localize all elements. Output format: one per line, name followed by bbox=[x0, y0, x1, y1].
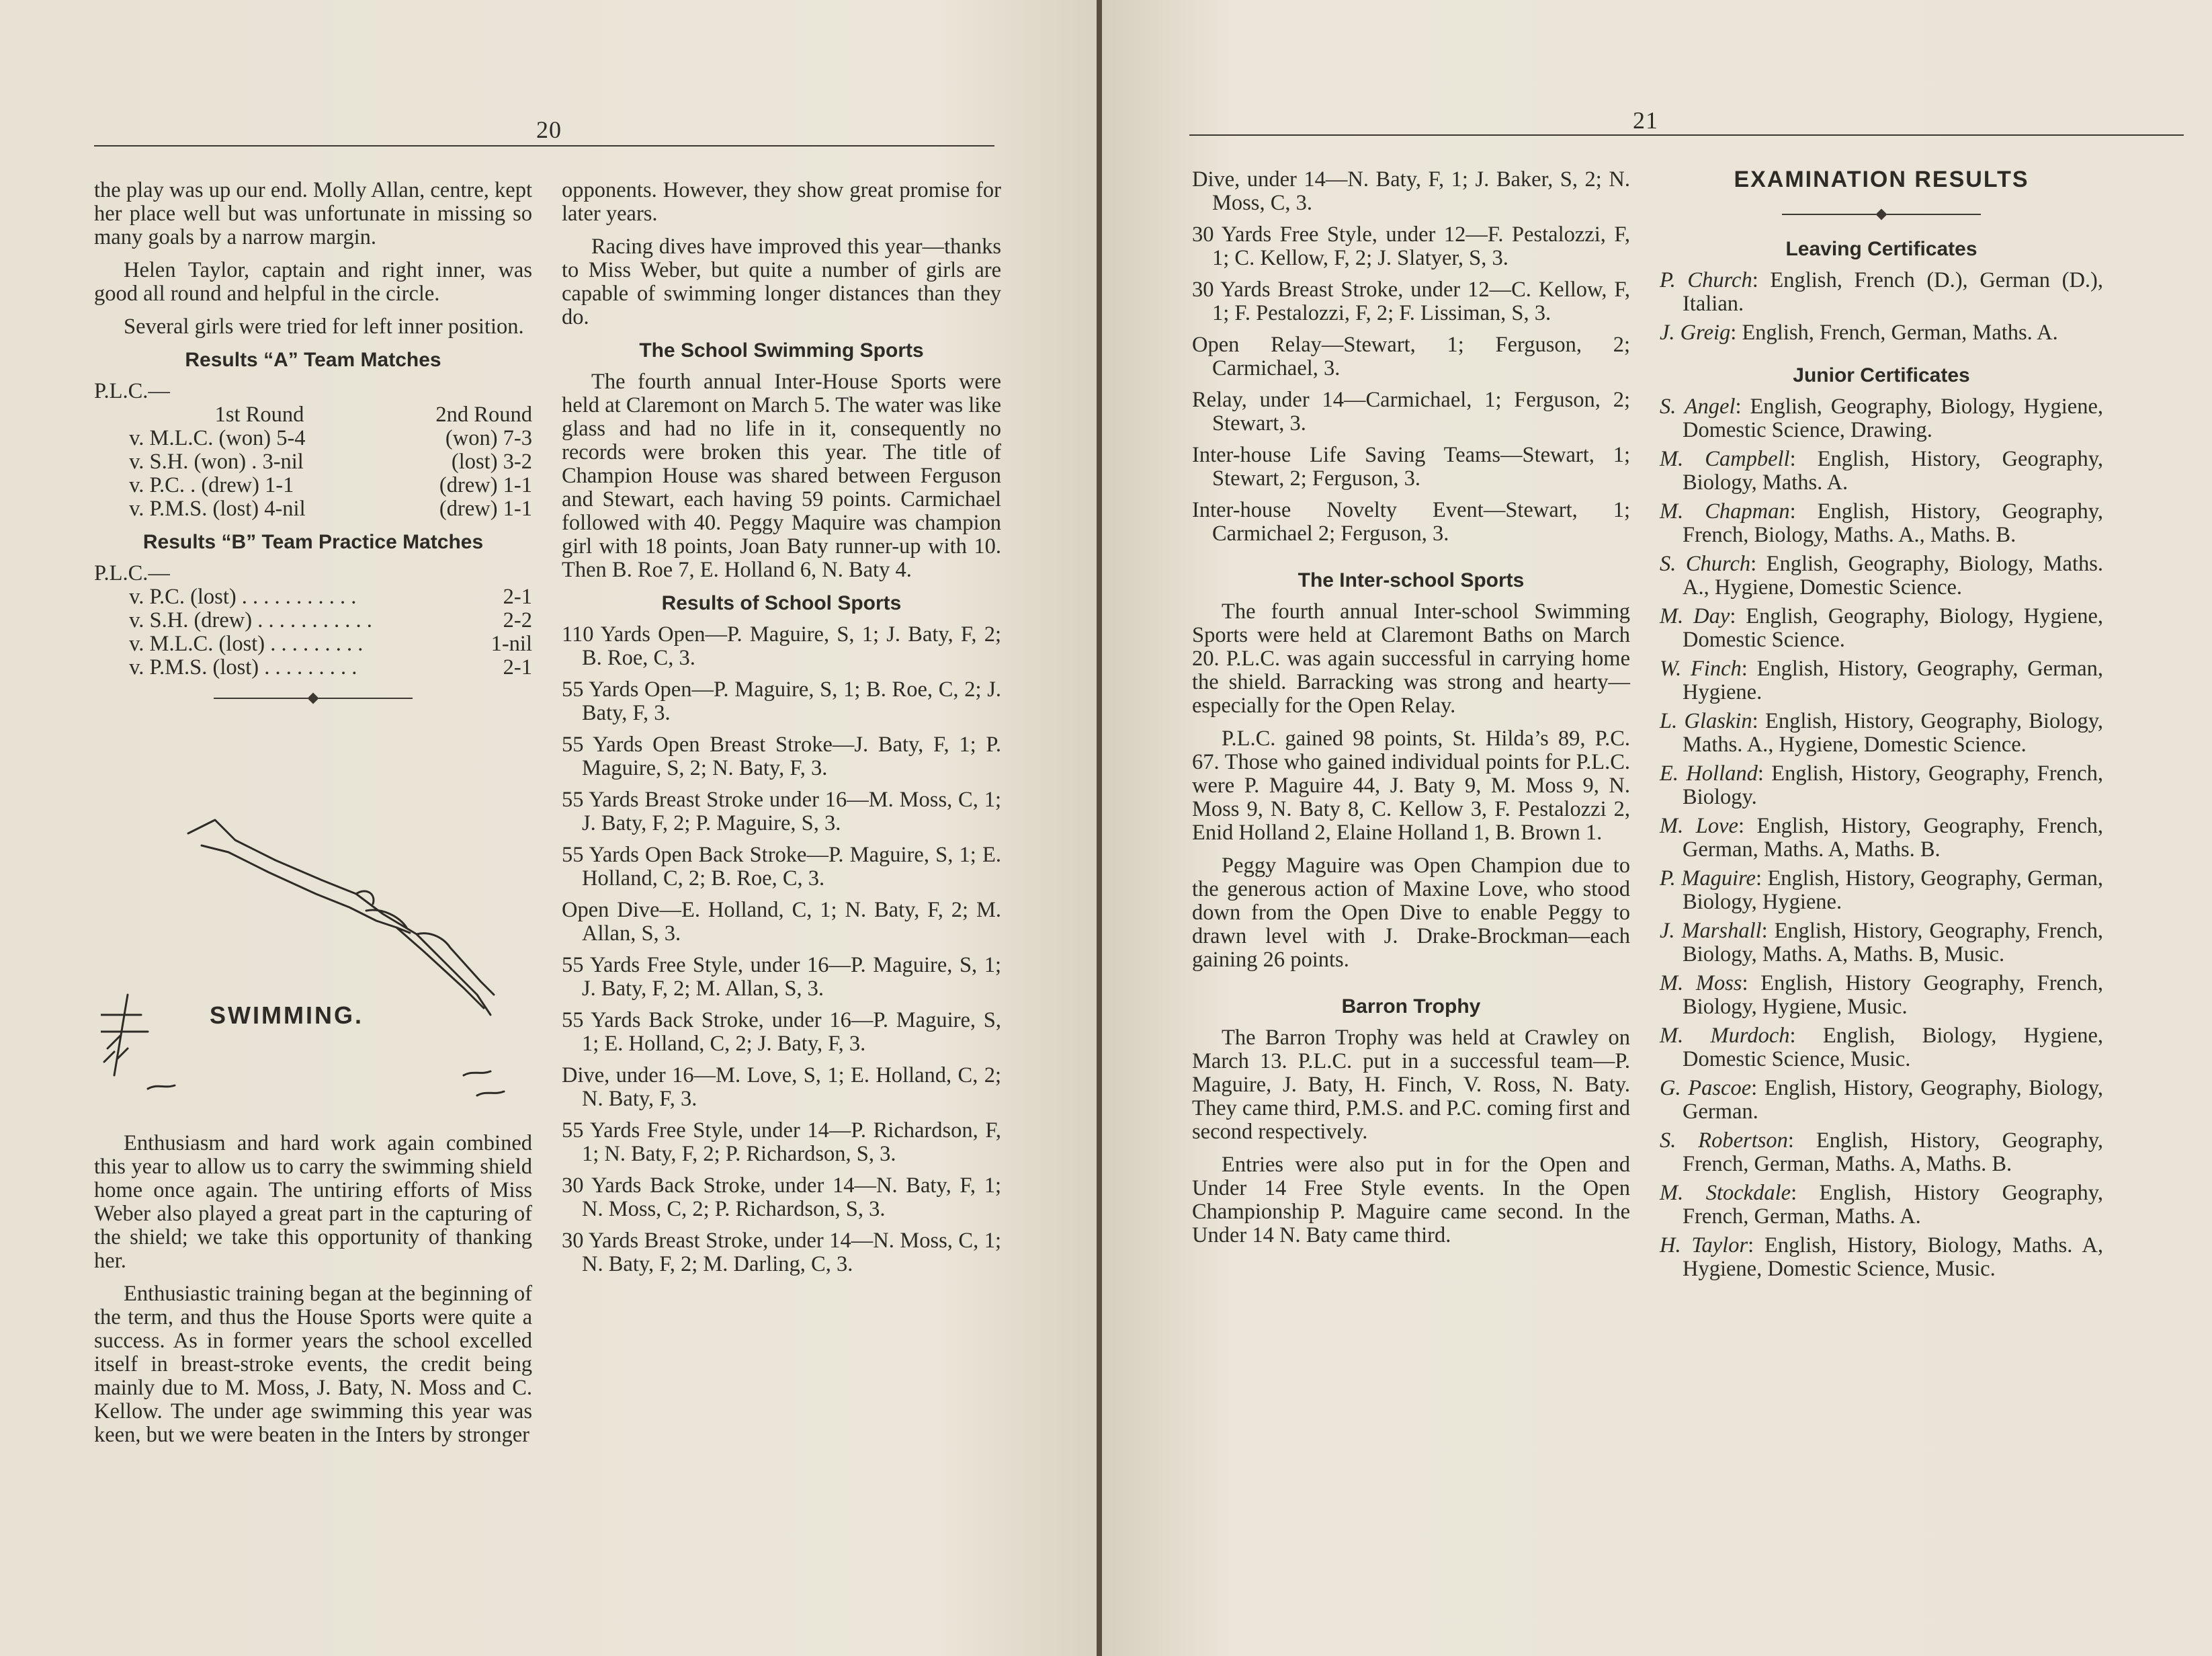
paragraph: P.L.C. gained 98 points, St. Hilda’s 89, P.C. 67. Those who gained individual points for P.L.C. were P. Maguire 44, J. Baty 9, M. Moss 9, N. Moss 9, N. Baty 8, C. Kellow 3, F. Pestalozzi 2, Enid Holland 2, Elaine Holland 1, B. Brown 1. bbox=[1192, 727, 1630, 845]
paragraph: Helen Taylor, captain and right inner, was good all round and helpful in the circle. bbox=[94, 258, 532, 306]
team-label: P.L.C.— bbox=[94, 561, 170, 585]
list-item: J. Greig: English, French, German, Maths. A. bbox=[1660, 321, 2058, 345]
section-heading: Junior Certificates bbox=[1793, 364, 1970, 386]
results-a-table bbox=[129, 403, 532, 521]
paragraph: Entries were also put in for the Open and Under 14 Free Style events. In the Open Championship P. Maguire came second. In the Under 14 N. Baty came third. bbox=[1192, 1153, 1630, 1247]
paragraph: the play was up our end. Molly Allan, centre, kept her place well but was unfortunate in missing so many goals by a narrow margin. bbox=[94, 178, 532, 249]
result-cell: (lost) 3-2 bbox=[451, 450, 532, 474]
left-column-1-lower bbox=[94, 1132, 532, 1456]
left-column-1 bbox=[94, 179, 532, 714]
table-row bbox=[129, 632, 532, 656]
list-item: M. Stockdale: English, History Geography, French, German, Maths. A. bbox=[1660, 1181, 2103, 1229]
paragraph: Enthusiasm and hard work again combined this year to allow us to carry the swimming shield home once again. The untiring efforts of Miss Weber also played a great part in the capturing of the shield; we take this opportunity of thanking her. bbox=[94, 1131, 532, 1273]
table-row bbox=[129, 585, 532, 609]
match-cell: v. S.H. (won) . 3-nil bbox=[129, 450, 304, 474]
header-rule bbox=[1189, 134, 2184, 136]
list-item: 55 Yards Breast Stroke under 16—M. Moss, C, 1; J. Baty, F, 2; P. Maguire, S, 3. bbox=[562, 788, 1001, 835]
list-item: 30 Yards Breast Stroke, under 14—N. Moss, C, 1; N. Baty, F, 2; M. Darling, C, 3. bbox=[562, 1229, 1001, 1276]
list-item: Inter-house Novelty Event—Stewart, 1; Carmichael 2; Ferguson, 3. bbox=[1192, 498, 1630, 546]
list-item: 30 Yards Free Style, under 12—F. Pestalozzi, F, 1; C. Kellow, F, 2; J. Slatyer, S, 3. bbox=[1192, 222, 1630, 270]
list-item: 55 Yards Free Style, under 14—P. Richardson, F, 1; N. Baty, F, 2; P. Richardson, S, 3. bbox=[562, 1118, 1001, 1166]
right-column-2 bbox=[1660, 168, 2103, 1286]
list-item: S. Church: English, Geography, Biology, Maths. A., Hygiene, Domestic Science. bbox=[1660, 552, 2104, 599]
list-item: E. Holland: English, History, Geography, French, Biology. bbox=[1660, 761, 2103, 809]
list-item: 55 Yards Open Breast Stroke—J. Baty, F, 1; P. Maguire, S, 2; N. Baty, F, 3. bbox=[562, 733, 1001, 780]
section-heading: Results “A” Team Matches bbox=[185, 349, 441, 371]
table-row bbox=[129, 656, 532, 679]
paragraph: opponents. However, they show great promise for later years. bbox=[562, 178, 1001, 226]
result-cell: (won) 7-3 bbox=[445, 426, 532, 450]
paragraph: The fourth annual Inter-House Sports were held at Claremont on March 5. The water was like glass and had no life in it, consequently no records were broken this year. The title of Champion House was shared between Ferguson and Stewart, each having 59 points. Carmichael followed with 40. Peggy Maquire was champion girl with 18 points, Joan Baty runner-up with 10. Then B. Roe 7, E. Holland 6, N. Baty 4. bbox=[562, 370, 1001, 582]
list-item: P. Maguire: English, History, Geography, German, Biology, Hygiene. bbox=[1660, 866, 2103, 914]
list-item: 30 Yards Back Stroke, under 14—N. Baty, F, 1; N. Moss, C, 2; P. Richardson, S, 3. bbox=[562, 1173, 1001, 1221]
table-row bbox=[129, 450, 532, 474]
round-header: 1st Round bbox=[214, 403, 304, 427]
list-item: Open Relay—Stewart, 1; Ferguson, 2; Carmichael, 3. bbox=[1192, 333, 1630, 380]
ornament-divider bbox=[1660, 210, 2103, 218]
table-row bbox=[129, 474, 532, 497]
list-item: Inter-house Life Saving Teams—Stewart, 1; Stewart, 2; Ferguson, 3. bbox=[1192, 443, 1630, 491]
list-item: M. Chapman: English, History, Geography, French, Biology, Maths. A., Maths. B. bbox=[1660, 499, 2103, 547]
table-row bbox=[129, 609, 532, 632]
page-number: 21 bbox=[1633, 107, 1658, 134]
list-item: M. Campbell: English, History, Geography, Biology, Maths. A. bbox=[1660, 447, 2103, 495]
list-item: 55 Yards Open Back Stroke—P. Maguire, S, 1; E. Holland, C, 2; B. Roe, C, 3. bbox=[562, 843, 1001, 891]
header-rule bbox=[94, 145, 994, 147]
section-heading: Leaving Certificates bbox=[1785, 238, 1977, 260]
list-item: 55 Yards Back Stroke, under 16—P. Maguire, S, 1; E. Holland, C, 2; J. Baty, F, 3. bbox=[562, 1008, 1001, 1056]
list-item: Open Dive—E. Holland, C, 1; N. Baty, F, 2; M. Allan, S, 3. bbox=[562, 898, 1001, 946]
result-cell: (drew) 1-1 bbox=[439, 473, 532, 497]
list-item: H. Taylor: English, History, Biology, Maths. A, Hygiene, Domestic Science, Music. bbox=[1660, 1233, 2103, 1281]
section-heading: The Inter-school Sports bbox=[1298, 569, 1525, 591]
result-cell: 1-nil bbox=[491, 632, 532, 656]
list-item: J. Marshall: English, History, Geography, French, Biology, Maths. A, Maths. B, Music. bbox=[1660, 919, 2103, 966]
right-page bbox=[1102, 0, 2212, 1656]
section-heading: Results “B” Team Practice Matches bbox=[142, 531, 484, 553]
left-page bbox=[0, 0, 1099, 1656]
section-heading: Results of School Sports bbox=[661, 592, 902, 614]
list-item: M. Day: English, Geography, Biology, Hygiene, Domestic Science. bbox=[1660, 604, 2103, 652]
table-row bbox=[129, 497, 532, 521]
paragraph: Peggy Maguire was Open Champion due to the generous action of Maxine Love, who stood down from the Open Dive to enable Peggy to drawn level with J. Drake-Brockman—each gaining 26 points. bbox=[1192, 854, 1630, 972]
paragraph: The fourth annual Inter-school Swimming Sports were held at Claremont Baths on March 20. P.L.C. was again successful in carrying home the shield. Barracking was strong and hearty—especially for the Open Relay. bbox=[1192, 599, 1630, 718]
page-number: 20 bbox=[536, 116, 562, 143]
list-item: M. Moss: English, History Geography, French, Biology, Hygiene, Music. bbox=[1660, 971, 2103, 1019]
match-cell: v. P.C. . (drew) 1-1 bbox=[129, 473, 294, 497]
match-cell: v. P.M.S. (lost) . . . . . . . . . bbox=[129, 655, 357, 679]
list-item: 55 Yards Free Style, under 16—P. Maguire, S, 1; J. Baty, F, 2; M. Allan, S, 3. bbox=[562, 953, 1001, 1001]
list-item: L. Glaskin: English, History, Geography, Biology, Maths. A., Hygiene, Domestic Science. bbox=[1660, 709, 2103, 757]
left-column-2 bbox=[562, 179, 1001, 1284]
match-cell: v. M.L.C. (lost) . . . . . . . . . bbox=[129, 632, 364, 656]
paragraph: The Barron Trophy was held at Crawley on March 13. P.L.C. put in a successful team—P. Maguire, J. Baty, H. Finch, V. Ross, N. Baty. They came third, P.M.S. and P.C. coming first and second respectively. bbox=[1192, 1026, 1630, 1144]
section-heading: The School Swimming Sports bbox=[639, 339, 924, 362]
match-cell: v. S.H. (drew) . . . . . . . . . . . bbox=[129, 608, 372, 632]
list-item: M. Murdoch: English, Biology, Hygiene, Domestic Science, Music. bbox=[1660, 1024, 2103, 1071]
list-item: S. Robertson: English, History, Geography, French, German, Maths. A, Maths. B. bbox=[1660, 1128, 2103, 1176]
page-title: EXAMINATION RESULTS bbox=[1734, 167, 2029, 192]
list-item: G. Pascoe: English, History, Geography, Biology, German. bbox=[1660, 1076, 2104, 1124]
swimming-label: SWIMMING. bbox=[210, 1001, 364, 1029]
result-cell: 2-1 bbox=[503, 655, 532, 679]
result-cell: (drew) 1-1 bbox=[439, 497, 532, 521]
list-item: Dive, under 16—M. Love, S, 1; E. Holland, C, 2; N. Baty, F, 3. bbox=[562, 1063, 1001, 1111]
table-row bbox=[129, 427, 532, 450]
round-header: 2nd Round bbox=[435, 403, 532, 427]
ornament-divider bbox=[94, 694, 532, 702]
result-cell: 2-2 bbox=[503, 608, 532, 632]
list-item: 55 Yards Open—P. Maguire, S, 1; B. Roe, C, 2; J. Baty, F, 3. bbox=[562, 677, 1001, 725]
list-item: W. Finch: English, History, Geography, German, Hygiene. bbox=[1660, 657, 2103, 704]
list-item: Dive, under 14—N. Baty, F, 1; J. Baker, S, 2; N. Moss, C, 3. bbox=[1192, 167, 1630, 215]
list-item: S. Angel: English, Geography, Biology, Hygiene, Domestic Science, Drawing. bbox=[1660, 395, 2103, 442]
right-column-1 bbox=[1192, 168, 1630, 1257]
list-item: P. Church: English, French (D.), German (D.), Italian. bbox=[1660, 268, 2103, 316]
book-gutter bbox=[1097, 0, 1102, 1656]
match-cell: v. P.M.S. (lost) 4-nil bbox=[129, 497, 306, 521]
list-item: Relay, under 14—Carmichael, 1; Ferguson, 2; Stewart, 3. bbox=[1192, 388, 1630, 436]
swimmer-illustration bbox=[101, 793, 531, 1116]
match-cell: v. P.C. (lost) . . . . . . . . . . . bbox=[129, 585, 357, 609]
list-item: 110 Yards Open—P. Maguire, S, 1; J. Baty, F, 2; B. Roe, C, 3. bbox=[562, 622, 1001, 670]
list-item: 30 Yards Breast Stroke, under 12—C. Kellow, F, 1; F. Pestalozzi, F, 2; F. Lissiman, S, 3. bbox=[1192, 278, 1630, 325]
result-cell: 2-1 bbox=[503, 585, 532, 609]
team-label: P.L.C.— bbox=[94, 379, 170, 403]
paragraph: Enthusiastic training began at the beginning of the term, and thus the House Sports were quite a success. As in former years the school excelled itself in breast-stroke events, the credit being mainly due to M. Moss, J. Baty, N. Moss and C. Kellow. The under age swimming this year was keen, but we were beaten in the Inters by stronger bbox=[94, 1282, 532, 1447]
paragraph: Racing dives have improved this year—thanks to Miss Weber, but quite a number of girls are capable of swimming longer distances than they do. bbox=[562, 235, 1001, 329]
section-heading: Barron Trophy bbox=[1341, 995, 1481, 1018]
results-b-table bbox=[129, 585, 532, 679]
match-cell: v. M.L.C. (won) 5-4 bbox=[129, 426, 306, 450]
paragraph: Several girls were tried for left inner position. bbox=[124, 315, 524, 339]
list-item: M. Love: English, History, Geography, French, German, Maths. A, Maths. B. bbox=[1660, 814, 2103, 862]
